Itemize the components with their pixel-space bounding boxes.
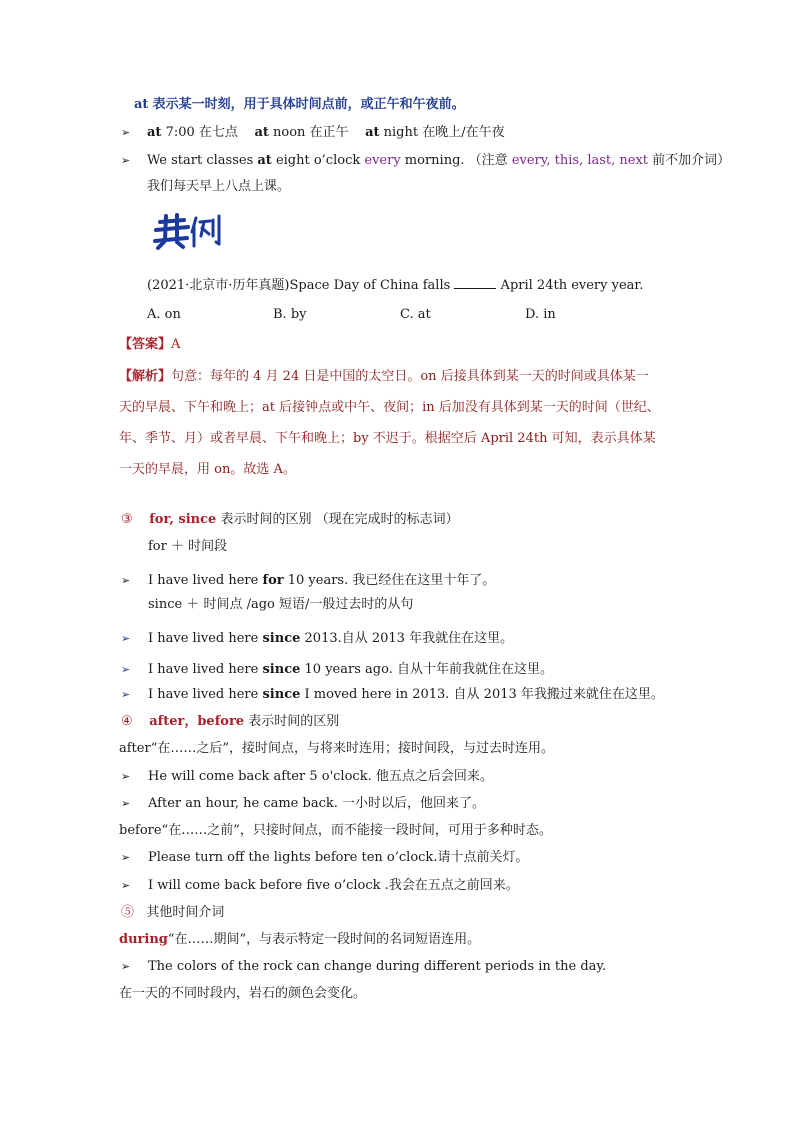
during-example: The colors of the rock can change during different periods in the day.	[148, 959, 607, 974]
for-since-heading: ③ for, since 表示时间的区别 （现在完成时的标志词）	[121, 512, 459, 527]
after-rule: after“在……之后”，接时间点，与将来时连用；接时间段，与过去时连用。	[119, 741, 554, 756]
at-examples-line: at 7:00 在七点 at noon 在正午 at night 在晚上/在午夜	[147, 125, 505, 140]
arrow-bullet-icon: ➢	[121, 879, 131, 892]
arrow-bullet-icon: ➢	[121, 770, 131, 783]
arrow-bullet-icon: ➢	[121, 960, 131, 973]
arrow-bullet-icon: ➢	[121, 851, 131, 864]
since-example-1: I have lived here since 2013.自从 2013 年我就住在这里。	[148, 631, 514, 646]
other-prepositions-heading: ⑤ 其他时间介词	[121, 905, 225, 920]
during-rule: during“在……期间”，与表示特定一段时间的名词短语连用。	[119, 932, 481, 947]
analysis-line-2: 天的早晨、下午和晚上；at 后接钟点或中午、夜间；in 后加没有具体到某一天的时间（世纪、	[119, 400, 660, 415]
analysis-line-4: 一天的早晨，用 on。故选 A。	[119, 462, 296, 477]
before-example-1: Please turn off the lights before ten o’clock.请十点前关灯。	[148, 850, 529, 865]
question-stem: (2021·北京市·历年真题)Space Day of China falls April 24th every year.	[147, 278, 644, 293]
after-example-1: He will come back after 5 o'clock. 他五点之后会回来。	[148, 769, 493, 784]
option-c: C. at	[400, 307, 431, 322]
after-before-heading: ④ after，before 表示时间的区别	[121, 714, 340, 729]
since-example-2: I have lived here since 10 years ago. 自从十年前我就住在这里。	[148, 662, 553, 677]
analysis-line-1: 【解析】句意：每年的 4 月 24 日是中国的太空日。on 后接具体到某一天的时间或具体某一	[119, 369, 649, 384]
arrow-bullet-icon: ➢	[121, 663, 131, 676]
during-example-translation: 在一天的不同时段内，岩石的颜色会变化。	[119, 986, 367, 1001]
since-example-3: I have lived here since I moved here in 2013. 自从 2013 年我搬过来就住在这里。	[148, 687, 664, 702]
arrow-bullet-icon: ➢	[121, 797, 131, 810]
option-b: B. by	[273, 307, 307, 322]
answer-blank	[454, 276, 496, 289]
arrow-bullet-icon: ➢	[121, 574, 131, 587]
at-sentence-translation: 我们每天早上八点上课。	[147, 179, 291, 194]
answer-line: 【答案】A	[119, 337, 181, 352]
for-rule: for ＋ 时间段	[148, 539, 228, 554]
for-example: I have lived here for 10 years. 我已经住在这里十年了。	[148, 573, 496, 588]
before-rule: before“在……之前”，只接时间点，而不能接一段时间，可用于多种时态。	[119, 823, 552, 838]
option-d: D. in	[525, 307, 556, 322]
option-a: A. on	[147, 307, 181, 322]
arrow-bullet-icon: ➢	[121, 126, 131, 139]
since-rule: since ＋ 时间点 /ago 短语/一般过去时的从句	[148, 597, 414, 612]
arrow-bullet-icon: ➢	[121, 688, 131, 701]
at-heading: at 表示某一时刻，用于具体时间点前，或正午和午夜前。	[134, 97, 465, 112]
arrow-bullet-icon: ➢	[121, 632, 131, 645]
before-example-2: I will come back before five o’clock .我会在五点之前回来。	[148, 878, 519, 893]
after-example-2: After an hour, he came back. 一小时以后，他回来了。	[148, 796, 485, 811]
arrow-bullet-icon: ➢	[121, 154, 131, 167]
at-sentence-example: We start classes at eight o’clock every morning. （注意 every, this, last, next 前不加介词）	[147, 153, 731, 168]
analysis-line-3: 年、季节、月）或者早晨、下午和晚上；by 不迟于。根据空后 April 24th 可知，表示具体某	[119, 431, 656, 446]
example-logo	[152, 210, 226, 250]
